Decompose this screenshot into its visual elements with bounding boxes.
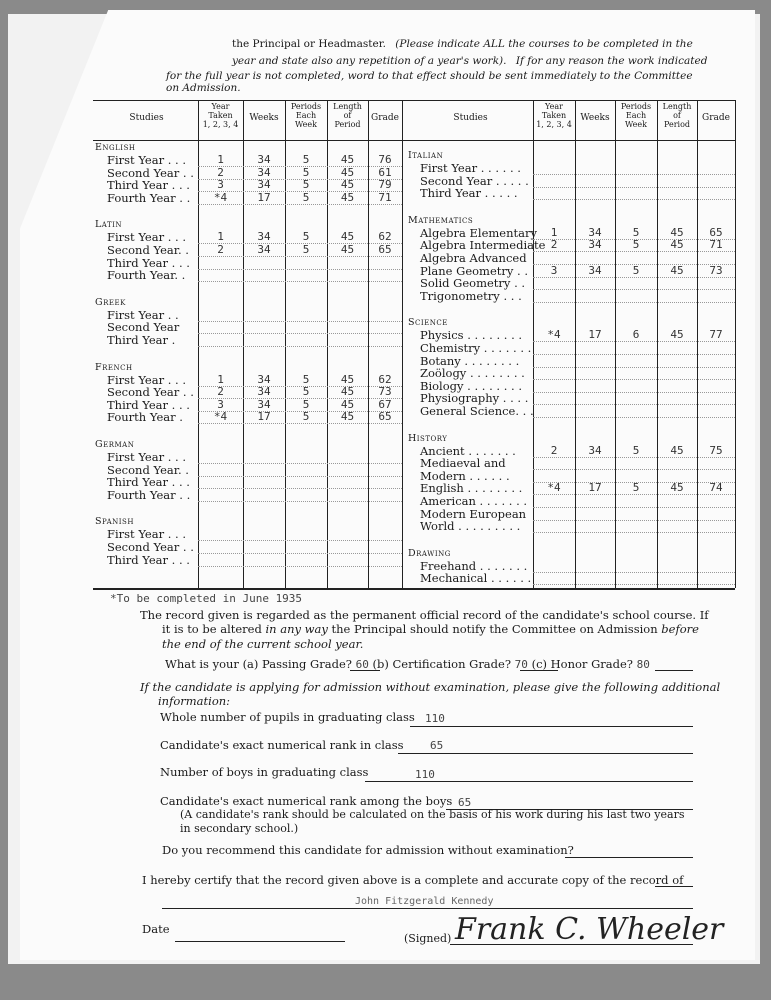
- row-rule: [198, 333, 402, 334]
- course-weeks-cell: 34: [257, 397, 271, 411]
- course-grade-cell: 73: [378, 385, 392, 399]
- completion-note: *To be completed in June 1935: [110, 592, 303, 605]
- course-label: Modern . . . . . .: [420, 468, 510, 483]
- left-header-length: Period: [334, 120, 361, 129]
- row-rule: [198, 488, 402, 489]
- boys-label: Number of boys in graduating class: [160, 765, 369, 779]
- row-rule: [533, 572, 735, 573]
- right-header-year_taken: 1, 2, 3, 4: [536, 120, 572, 129]
- course-periods-cell: 5: [302, 230, 310, 244]
- rank-boys-value: 65: [458, 796, 472, 809]
- table-bottom-border: [93, 588, 735, 590]
- cert-underline: [520, 670, 558, 671]
- subject-group-german: German: [95, 439, 135, 450]
- course-grade-cell: 71: [709, 238, 723, 252]
- subject-group-latin: Latin: [95, 219, 123, 231]
- left-header-studies: Studies: [129, 113, 164, 123]
- course-label: Second Year. .: [107, 243, 189, 257]
- rank-note-1: (A candidate's rank should be calculated on the basis of his work during his last two years: [180, 808, 685, 821]
- course-label: Physiography . . . .: [420, 391, 529, 406]
- header-line-4: [166, 82, 241, 94]
- course-label: Third Year . . .: [107, 475, 190, 490]
- passing-underline: [350, 670, 380, 671]
- course-weeks-cell: 34: [257, 178, 271, 192]
- course-year-cell: 1: [217, 230, 224, 244]
- course-length-cell: 45: [340, 178, 355, 192]
- course-label: First Year . . .: [107, 153, 187, 167]
- course-grade-cell: 71: [378, 190, 392, 204]
- certify-underline: [655, 886, 693, 887]
- course-periods-cell: 5: [632, 481, 640, 495]
- course-label: Fourth Year . .: [107, 487, 191, 502]
- header-text-italic: year and state also any repetition of a year's work).: [232, 55, 507, 67]
- course-periods-cell: 5: [632, 263, 640, 277]
- course-label: Mediaeval and: [420, 456, 506, 471]
- course-weeks-cell: 34: [257, 153, 271, 166]
- course-label: Second Year . . . . .: [420, 173, 529, 188]
- course-periods-cell: 5: [302, 190, 310, 204]
- course-periods-cell: 5: [632, 225, 640, 239]
- row-rule: [198, 566, 402, 567]
- course-weeks-cell: 17: [588, 328, 602, 342]
- record-text-italic: in any way: [265, 622, 328, 636]
- course-grade-cell: 74: [709, 481, 723, 495]
- course-periods-cell: 6: [632, 328, 640, 342]
- header-text-italic: on Admission.: [166, 82, 241, 94]
- left-header-year_taken: Year: [211, 102, 230, 111]
- school-name-underline: [162, 908, 693, 909]
- header-text-italic: for the full year is not completed, word to that effect should be sent immediately to the Committee: [166, 70, 693, 82]
- course-label: Freehand . . . . . . .: [420, 558, 528, 573]
- subject-group-history: History: [408, 432, 448, 444]
- rank-boys-label: Candidate's exact numerical rank among the boys: [160, 794, 453, 808]
- row-rule: [533, 174, 735, 175]
- course-label: Third Year . . .: [107, 397, 190, 412]
- course-label: Biology . . . . . . . .: [420, 378, 523, 393]
- course-length-cell: 45: [340, 410, 355, 424]
- course-label: First Year . .: [107, 307, 179, 322]
- course-label: Modern European: [420, 506, 527, 521]
- left-header-length: Length: [333, 102, 362, 111]
- row-rule: [533, 417, 735, 418]
- course-label: Zoölogy . . . . . . . .: [420, 366, 525, 381]
- header-line-1: [232, 38, 693, 50]
- header-text-italic: (Please indicate ALL the courses to be completed in the: [395, 38, 693, 50]
- row-rule: [198, 321, 402, 322]
- course-length-cell: 45: [340, 165, 355, 179]
- subject-group-mathematics: Mathematics: [408, 214, 474, 226]
- course-year-cell: 2: [217, 165, 224, 179]
- right-header-grade: Grade: [702, 113, 730, 123]
- course-label: Second Year: [107, 320, 180, 335]
- course-length-cell: 45: [340, 153, 355, 166]
- pupils-label: Whole number of pupils in graduating class: [160, 710, 415, 724]
- course-periods-cell: 5: [302, 165, 310, 179]
- course-length-cell: 45: [340, 190, 355, 204]
- date-underline: [175, 941, 345, 942]
- course-periods-cell: 5: [302, 410, 310, 424]
- course-weeks-cell: 17: [257, 190, 271, 204]
- record-line-2: [162, 622, 699, 636]
- row-rule: [198, 281, 402, 282]
- left-header-length: of: [343, 111, 352, 120]
- course-label: Ancient . . . . . . .: [420, 443, 516, 458]
- left-header-grade: Grade: [371, 113, 399, 123]
- course-periods-cell: 5: [302, 153, 310, 166]
- right-header-studies: Studies: [453, 113, 488, 123]
- left-header-year_taken: Taken: [208, 111, 233, 120]
- record-line-1: The record given is regarded as the permanent official record of the candidate's school course. If: [140, 608, 709, 622]
- course-weeks-cell: 34: [588, 443, 602, 457]
- course-length-cell: 45: [340, 397, 355, 411]
- course-grade-cell: 77: [709, 328, 723, 342]
- course-year-cell: 1: [217, 372, 224, 386]
- course-label: Second Year . .: [107, 165, 194, 180]
- course-periods-cell: 5: [302, 243, 310, 256]
- left-column-divider: [402, 100, 403, 588]
- right-header-length: Period: [663, 120, 691, 129]
- course-label: Solid Geometry . .: [420, 276, 526, 291]
- course-year-cell: *4: [547, 328, 561, 342]
- course-label: First Year . . .: [107, 372, 187, 387]
- course-label: Chemistry . . . . . . .: [420, 341, 532, 355]
- course-label: Fourth Year .: [107, 410, 183, 425]
- course-grade-cell: 65: [378, 243, 392, 256]
- course-length-cell: 45: [670, 443, 684, 457]
- course-label: Third Year . . .: [107, 178, 190, 193]
- row-rule: [198, 540, 402, 541]
- course-length-cell: 45: [340, 230, 355, 244]
- right-header-weeks: Weeks: [580, 113, 610, 123]
- course-grade-cell: 75: [709, 443, 723, 457]
- row-rule: [533, 199, 735, 200]
- handwritten-signature: Frank C. Wheeler: [455, 912, 724, 947]
- header-line-2: [232, 55, 707, 67]
- course-label: Second Year . .: [107, 385, 194, 400]
- course-label: American . . . . . . .: [420, 494, 528, 508]
- row-rule: [533, 354, 735, 355]
- applying-line-1: If the candidate is applying for admission without examination, please give the following additional: [140, 680, 721, 694]
- row-rule: [198, 269, 402, 270]
- course-periods-cell: 5: [302, 178, 310, 192]
- rank-underline: [398, 753, 693, 754]
- course-weeks-cell: 34: [588, 263, 602, 277]
- passing-grade-value: 60: [355, 658, 369, 671]
- course-year-cell: 2: [217, 385, 224, 399]
- course-label: Third Year . . .: [107, 255, 190, 270]
- boys-value: 110: [415, 768, 435, 781]
- subject-group-drawing: Drawing: [408, 547, 451, 559]
- course-length-cell: 45: [670, 225, 684, 239]
- right-header-length: Length: [662, 102, 692, 111]
- course-grade-cell: 61: [378, 165, 392, 179]
- course-length-cell: 45: [340, 372, 355, 386]
- course-label: Physics . . . . . . . .: [420, 328, 523, 343]
- course-label: Algebra Advanced: [420, 251, 527, 265]
- certify-statement: I hereby certify that the record given above is a complete and accurate copy of the record of: [142, 873, 684, 887]
- right-header-periods: Week: [625, 120, 647, 129]
- course-label: English . . . . . . . .: [420, 481, 523, 496]
- course-periods-cell: 5: [302, 385, 310, 399]
- subject-group-greek: Greek: [95, 296, 126, 308]
- course-year-cell: *4: [213, 410, 228, 424]
- right-header-periods: Periods: [620, 102, 652, 111]
- row-rule: [533, 532, 735, 533]
- course-length-cell: 45: [340, 243, 355, 256]
- grades-question: [165, 657, 650, 671]
- cert-grade-label: (b) Certification Grade?: [372, 657, 512, 671]
- course-label: Fourth Year . .: [107, 190, 191, 205]
- course-label: First Year . . .: [107, 230, 187, 245]
- honor-grade-value: 80: [636, 658, 650, 671]
- row-rule: [533, 341, 735, 342]
- row-rule: [533, 302, 735, 303]
- course-label: Plane Geometry . .: [420, 263, 529, 278]
- course-year-cell: *4: [213, 190, 228, 204]
- course-weeks-cell: 34: [257, 230, 271, 244]
- subject-group-italian: Italian: [408, 150, 444, 161]
- right-header-year_taken: Taken: [541, 111, 567, 120]
- row-rule: [533, 379, 735, 380]
- boys-underline: [365, 781, 693, 782]
- record-text: the Principal should notify the Committee on Admission: [331, 622, 658, 636]
- row-rule: [533, 469, 735, 470]
- right-header-year_taken: Year: [545, 102, 563, 111]
- subject-group-english: English: [95, 142, 136, 153]
- cert-grade-value: 70: [514, 658, 528, 671]
- subject-group-spanish: Spanish: [95, 516, 134, 528]
- row-rule: [198, 423, 402, 424]
- course-weeks-cell: 34: [257, 165, 271, 179]
- header-line-3: [166, 70, 693, 82]
- course-length-cell: 45: [670, 263, 684, 277]
- course-label: Third Year .: [107, 333, 176, 347]
- row-rule: [533, 584, 735, 585]
- record-text-italic: before: [661, 622, 699, 636]
- course-periods-cell: 5: [302, 372, 310, 386]
- signed-label: (Signed): [404, 932, 452, 945]
- row-rule: [533, 404, 735, 405]
- course-label: World . . . . . . . . .: [420, 519, 521, 534]
- course-weeks-cell: 34: [257, 243, 271, 256]
- table-top-border: [93, 100, 735, 101]
- course-periods-cell: 5: [632, 443, 640, 457]
- course-weeks-cell: 17: [257, 410, 271, 424]
- course-weeks-cell: 34: [588, 225, 602, 239]
- left-header-periods: Periods: [290, 102, 322, 111]
- subject-group-science: Science: [408, 317, 448, 329]
- row-rule: [533, 520, 735, 521]
- row-rule: [533, 457, 735, 458]
- course-length-cell: 45: [670, 238, 684, 252]
- course-grade-cell: 65: [709, 225, 723, 239]
- course-label: Second Year. .: [107, 462, 189, 477]
- table-header-border: [93, 140, 735, 141]
- course-periods-cell: 5: [302, 397, 310, 411]
- row-rule: [533, 187, 735, 188]
- left-header-periods: Week: [295, 120, 317, 129]
- course-label: Botany . . . . . . . .: [420, 353, 520, 368]
- course-label: Mechanical . . . . . .: [420, 571, 532, 586]
- course-year-cell: 3: [550, 263, 558, 277]
- course-label: Third Year . . . . .: [420, 186, 518, 201]
- school-name-value: John Fitzgerald Kennedy: [355, 896, 494, 907]
- row-rule: [533, 367, 735, 368]
- left-header-year_taken: 1, 2, 3, 4: [202, 120, 239, 129]
- course-year-cell: 3: [217, 397, 224, 411]
- grades-question-text: What is your (a) Passing Grade?: [165, 657, 352, 671]
- course-grade-cell: 65: [378, 410, 392, 424]
- course-label: Algebra Intermediate: [420, 238, 546, 253]
- course-grade-cell: 76: [378, 153, 392, 166]
- pupils-value: 110: [425, 712, 445, 725]
- honor-underline: [655, 670, 693, 671]
- course-label: Second Year . .: [107, 540, 194, 554]
- course-year-cell: *4: [547, 481, 561, 495]
- right-header-length: of: [673, 111, 681, 120]
- row-rule: [533, 251, 735, 252]
- course-grade-cell: 67: [378, 397, 392, 411]
- header-text-italic: If for any reason the work indicated: [515, 55, 708, 67]
- rank-label: Candidate's exact numerical rank in class: [160, 738, 404, 752]
- course-year-cell: 1: [550, 225, 558, 239]
- course-label: Fourth Year. .: [107, 268, 186, 283]
- course-periods-cell: 5: [632, 238, 640, 252]
- course-year-cell: 1: [217, 153, 224, 166]
- course-weeks-cell: 34: [257, 372, 271, 386]
- applying-line-2: information:: [158, 694, 231, 708]
- row-rule: [533, 507, 735, 508]
- left-header-periods: Each: [295, 111, 317, 120]
- row-rule: [533, 494, 735, 495]
- course-grade-cell: 62: [378, 230, 392, 244]
- honor-grade-label: (c) Honor Grade?: [531, 657, 633, 671]
- row-rule: [198, 476, 402, 477]
- course-grade-cell: 62: [378, 372, 392, 386]
- course-length-cell: 45: [670, 328, 684, 342]
- course-weeks-cell: 17: [588, 481, 602, 495]
- course-year-cell: 3: [217, 178, 224, 192]
- row-rule: [198, 553, 402, 554]
- row-rule: [198, 204, 402, 205]
- course-label: Third Year . . .: [107, 552, 190, 567]
- course-label: First Year . . .: [107, 527, 187, 542]
- row-rule: [533, 289, 735, 290]
- row-rule: [198, 501, 402, 502]
- course-label: Trigonometry . . .: [420, 288, 522, 303]
- right-header-periods: Each: [625, 111, 647, 120]
- course-length-cell: 45: [340, 385, 355, 399]
- subject-group-french: French: [95, 361, 133, 373]
- course-label: Algebra Elementary: [420, 225, 537, 240]
- header-text: the Principal or Headmaster.: [232, 38, 386, 50]
- record-line-3: the end of the current school year.: [162, 637, 364, 651]
- recommend-question: Do you recommend this candidate for admission without examination?: [162, 843, 574, 857]
- course-year-cell: 2: [550, 443, 558, 457]
- left-header-weeks: Weeks: [249, 113, 279, 123]
- course-weeks-cell: 34: [588, 238, 602, 252]
- rank-value: 65: [430, 739, 444, 752]
- row-rule: [533, 277, 735, 278]
- row-rule: [198, 346, 402, 347]
- course-year-cell: 2: [217, 243, 224, 256]
- course-label: First Year . . .: [107, 450, 187, 464]
- row-rule: [533, 392, 735, 393]
- course-year-cell: 2: [550, 238, 558, 252]
- pupils-underline: [410, 726, 693, 727]
- right-column-divider: [735, 100, 736, 588]
- row-rule: [198, 256, 402, 257]
- rank-note-2: in secondary school.): [180, 822, 299, 835]
- course-length-cell: 45: [670, 481, 684, 495]
- recommend-underline: [565, 857, 693, 858]
- row-rule: [198, 463, 402, 464]
- record-text: it is to be altered: [162, 622, 262, 636]
- course-grade-cell: 79: [378, 178, 392, 192]
- course-label: First Year . . . . . .: [420, 161, 521, 175]
- date-label: Date: [142, 922, 170, 936]
- course-weeks-cell: 34: [257, 385, 271, 399]
- course-label: General Science. . .: [420, 404, 534, 418]
- course-grade-cell: 73: [709, 263, 723, 277]
